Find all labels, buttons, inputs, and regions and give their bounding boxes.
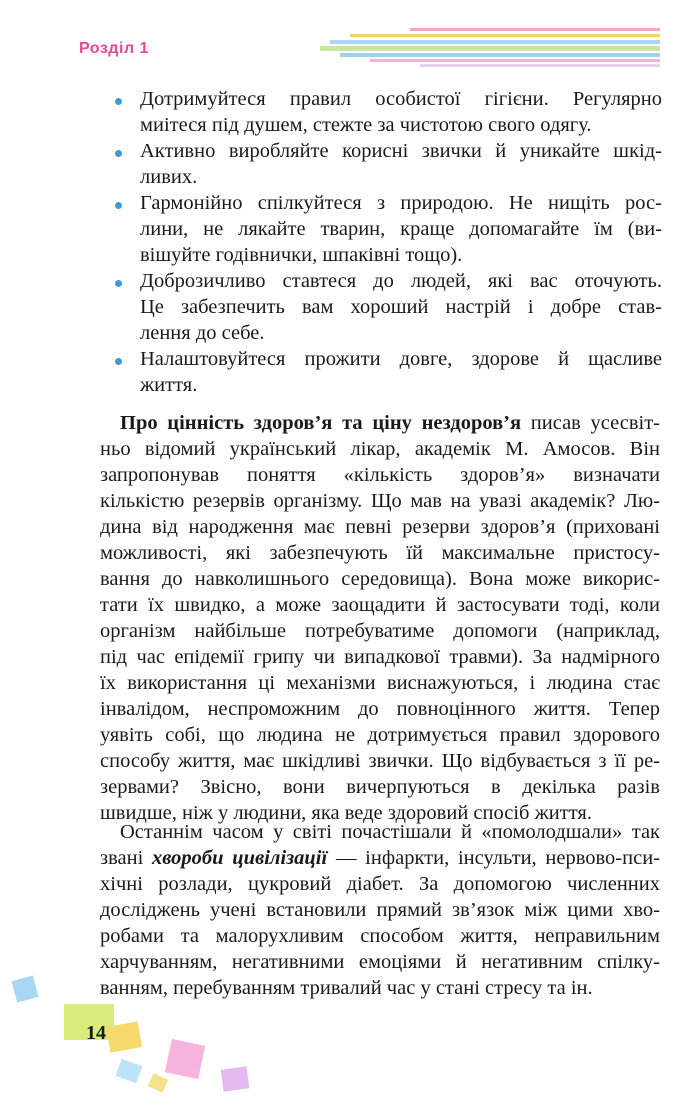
text-line: життя. [140, 374, 198, 396]
text-fragment: — інфаркти, інсульти, нервово-пси- [327, 847, 660, 869]
text-line: лення до себе. [140, 322, 265, 344]
page-number: 14 [86, 1022, 106, 1044]
text-line: способу життя, має шкідливі звички. Що відбувається з її ре- [100, 750, 660, 772]
text-line [100, 845, 660, 871]
list-item [112, 346, 662, 398]
text-line: миітеся під душем, стежте за чистотою свого одягу. [140, 114, 592, 136]
italic-term: хвороби цивілізації [152, 847, 328, 869]
text-line: робами та малорухливим способом життя, неправильним [100, 925, 660, 947]
bullet-dot-icon [115, 202, 122, 209]
section-label: Розділ 1 [79, 40, 149, 57]
bullet-list [112, 86, 662, 398]
page-header [0, 0, 700, 80]
list-item [112, 190, 662, 268]
text-line: лини, не лякайте тварин, краще допомагайте їм (ви- [140, 218, 662, 240]
text-line: тати їх швидко, а може заощадити й застосувати тоді, коли [100, 594, 660, 616]
text-line: вання до навколишнього середовища). Вона може викорис- [100, 568, 660, 590]
text-line: досліджень учені встановили прямий зв’язок між цими хво- [100, 899, 660, 921]
text-line: швидше, ніж у людини, яка веде здоровий спосіб життя. [100, 802, 592, 824]
text-fragment: звані [100, 847, 153, 869]
text-line: ньо відомий український лікар, академік М. Амосов. Він [100, 438, 660, 460]
text-line: уявіть собі, що людина не дотримується правил здорового [100, 724, 660, 746]
text-line [100, 410, 660, 436]
corner-decoration [0, 972, 300, 1102]
text-line: ванням, перебуванням тривалий час у стані стресу та ін. [100, 977, 593, 999]
text-line: їх використання ці механізми виснажуються, і людина стає [100, 672, 660, 694]
bullet-dot-icon [115, 150, 122, 157]
bullet-dot-icon [115, 98, 122, 105]
bullet-dot-icon [115, 280, 122, 287]
text-line: кількістю резервів організму. Що мав на увазі академік? Лю- [100, 490, 660, 512]
text-line: Активно виробляйте корисні звички й уникайте шкід- [140, 140, 662, 162]
list-item [112, 138, 662, 190]
text-line: під час епідемії грипу чи випадкової травми). За надмірного [100, 646, 660, 668]
text-line: Гармонійно спілкуйтеся з природою. Не нищіть рос- [140, 192, 662, 214]
text-line: запропонував поняття «кількість здоров’я» визначати [100, 464, 660, 486]
text-line: можливості, які забезпечують їй максимальне пристосу- [100, 542, 660, 564]
text-line: вішуйте годівнички, шпаківні тощо). [140, 244, 463, 266]
text-line: інвалідом, неспроможним до повноцінного життя. Тепер [100, 698, 660, 720]
text-line: харчуванням, негативними емоціями й негативним спілку- [100, 951, 660, 973]
lead-rest: писав усесвіт- [521, 412, 660, 434]
text-line: Дотримуйтеся правил особистої гігієни. Регулярно [140, 88, 662, 110]
text-line: Доброзичливо ставтеся до людей, які вас оточують. [140, 270, 662, 292]
list-item [112, 86, 662, 138]
bold-lead: Про цінність здоров’я та ціну нездоров’я [120, 412, 522, 434]
text-line: Налаштовуйтеся прожити довге, здорове й щасливе [140, 348, 662, 370]
text-line: Це забезпечить вам хороший настрій і добре став- [140, 296, 662, 318]
text-line: дина від народження має певні резерви здоров’я (приховані [100, 516, 660, 538]
text-line: Останнім часом у світі почастішали й «помолодшали» так [120, 821, 660, 843]
text-line: зервами? Звісно, вони вичерпуються в декілька разів [100, 776, 660, 798]
list-item [112, 268, 662, 346]
bullet-dot-icon [115, 358, 122, 365]
text-line: організм найбільше потребуватиме допомоги (наприклад, [100, 620, 660, 642]
text-line: ливих. [140, 166, 198, 188]
text-line: хічні розлади, цукровий діабет. За допомогою численних [100, 873, 660, 895]
paragraph-health-value [100, 410, 660, 826]
